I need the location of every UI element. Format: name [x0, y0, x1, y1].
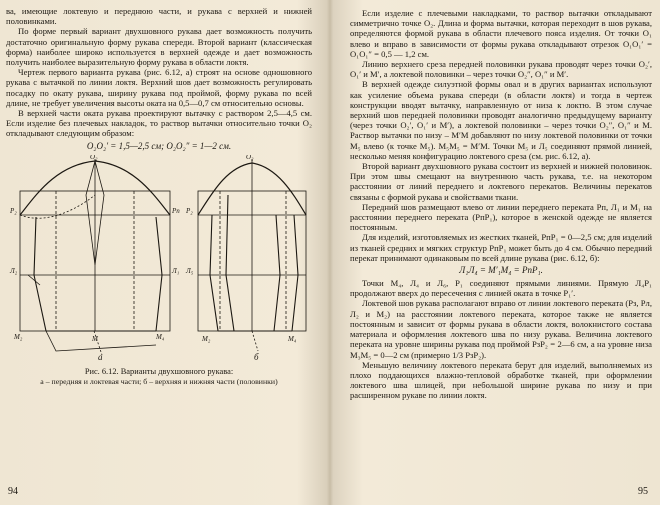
- point-label-l5-b: Л₅: [186, 266, 194, 275]
- drawing-label-a: а: [98, 351, 103, 362]
- point-label-o2-b: O₂: [246, 154, 254, 161]
- paragraph: Для изделий, изготовляемых из жестких тканей, PпP₁ = 0—2,5 см; для изделий из тканей средних и мягких структур PпP₁ может быть до 4 см. Обычно передний перекат принимают одинаковым по всей длине рукава (рис. 6.12, б):: [350, 232, 652, 263]
- formula: Л₁Л₄ = M′₁M₄ = PпP₁.: [459, 265, 543, 276]
- point-label-m2-b: M₂: [202, 334, 211, 343]
- paragraph: Локтевой шов рукава располагают вправо от линии локтевого переката (Pз, Pл, Л₂ и M₂) на расстоянии локтевого переката, которое также не является постоянным и зависит от формы рукава в области локтя, волокнистого состава материала и оформления локтевого шва по низу рукава. Величина локтевого переката на уровне ширины рукава под проймой PзP₂ = 2—6 см, а на уровне низа M₃M₅ = 0—2 см (примерно 1/3 PзP₂).: [350, 298, 652, 360]
- paragraph: Линию верхнего среза передней половинки рукава проводят через точки O₂′, O₁′ и M′, а локтевой половинки – через точки O₂″, O₁″ и M′.: [350, 59, 652, 80]
- point-label-m2: M₂: [14, 332, 23, 341]
- paragraph: В верхней части оката рукава проектируют вытачку с раствором 2,5—4,5 см. Если изделие без плечевых накладок, то раствор вытачки относительно точки O₂ откладывают следующим образом:: [6, 108, 312, 139]
- paragraph: Если изделие с плечевыми накладками, то раствор вытачки откладывают симметрично точке O₂. Длина и форма вытачки, которая переходит в шов рукава, определяются формой рукава в области плечевого пояса изделия. От точки O₁ влево и вправо в зависимости от формы рукава откладывают отрезок O₁O₁′ = O₁O₁″ = 0,5 — 1,2 см.: [350, 8, 652, 59]
- sleeve-pattern-figure: [6, 155, 312, 365]
- point-label-l2: Л₂: [10, 266, 18, 275]
- right-page: [332, 0, 660, 505]
- paragraph: Чертеж первого варианта рукава (рис. 6.12, а) строят на основе одношовного рукава с вытачкой по линии локтя. Верхний шов дает возможность регулировать посадку по окату рукава, ширину рукава под проймой, форму рукава по всей длине, не требует увеличения высоты оката на 0,5—0,7 см относительно основы.: [6, 67, 312, 108]
- paragraph: По форме первый вариант двухшовного рукава дает возможность получить достаточно оригинальную форму рукава спереди. Второй вариант (классическая форма) наиболее широко используется в верхней одежде и дает возможность получить наиболее выразительную форму рукава в области локтя.: [6, 26, 312, 68]
- page-number-left: 94: [8, 486, 18, 497]
- point-label-p2: P₂: [10, 206, 17, 215]
- intro-text: ва, имеющие локтевую и переднюю части, и рукава с верхней и нижней половинками.: [6, 6, 312, 27]
- point-label-m4: M₄: [156, 332, 165, 341]
- formula: O₂O₂′ = 1,5—2,5 см; O₂O₂″ = 1—2 см.: [86, 140, 232, 151]
- point-label-o2: O₂: [90, 154, 98, 161]
- point-label-m: M: [92, 334, 98, 343]
- paragraph: Второй вариант двухшовного рукава состоит из верхней и нижней половинок. При этом швы смещают на внутреннюю часть рукава, т.е. на некотором расстоянии от линий переднего и локтевого перекатов. Величины перекатов связаны с формой рукава и свойствами ткани.: [350, 161, 652, 202]
- figure-caption: Рис. 6.12. Варианты двухшовного рукава:: [84, 366, 234, 376]
- paragraph: Точки M₄, Л₄ и Л₆, P₁ соединяют прямыми линиями. Прямую Л₄P₁ продолжают вверх до пересечения с линией оката в точке P₁′.: [350, 278, 652, 299]
- figure-point-labels: [9, 155, 297, 343]
- point-label-p2-b: P₂: [186, 206, 193, 215]
- paragraph: Передний шов размещают влево от линии переднего переката Pп, Л₁ и M₁ на расстоянии переднего переката (PпP₁), которое в женской одежде не является постоянным.: [350, 201, 652, 233]
- drawing-label-b: б: [254, 351, 259, 362]
- paragraph: В верхней одежде силуэтной формы овал и в других вариантах используют как усиление объема рукава спереди (в области локтя) и тогда в чертеж конструкции вводят вытачку, направленную от низа к локтю. В этом случае верхний шов передней половинки проводят аналогично предыдущему варианту (через точки O₂′, O₁′ и M′), а локтевой половинки – через точки O₂″, O₁″ и M. Раствор вытачки по низу – M′M добавляют по низу локтевой половинки от точки M₅ влево (к точке M₅). М₅M₅ = M′M. Точки M₅ и Л₅ соединяют прямой линией, несколько меняя конфигурацию локтевого среза (см. рис. 6.12, а).: [350, 79, 652, 161]
- pattern-drawing: [6, 155, 312, 365]
- point-label-l1: Л₁: [172, 266, 180, 275]
- left-page-text: [6, 6, 312, 151]
- page-number-right: 95: [638, 486, 648, 497]
- point-label-pp: Pп: [172, 206, 180, 215]
- figure-caption-legend: а – передняя и локтевая части; б – верхняя и нижняя части (половинки): [40, 376, 278, 386]
- left-page: [0, 0, 328, 505]
- right-page-text: [350, 8, 652, 401]
- point-label-m4-b: M₄: [288, 334, 297, 343]
- paragraph: Меньшую величину локтевого переката берут для изделий, выполняемых из плохо поддающихся влажно-тепловой обработке тканей, при оформлении локтевого шва шлицей, при небольшой ширине рукава по низу и при расширенном рукаве по линии локтя.: [350, 359, 652, 401]
